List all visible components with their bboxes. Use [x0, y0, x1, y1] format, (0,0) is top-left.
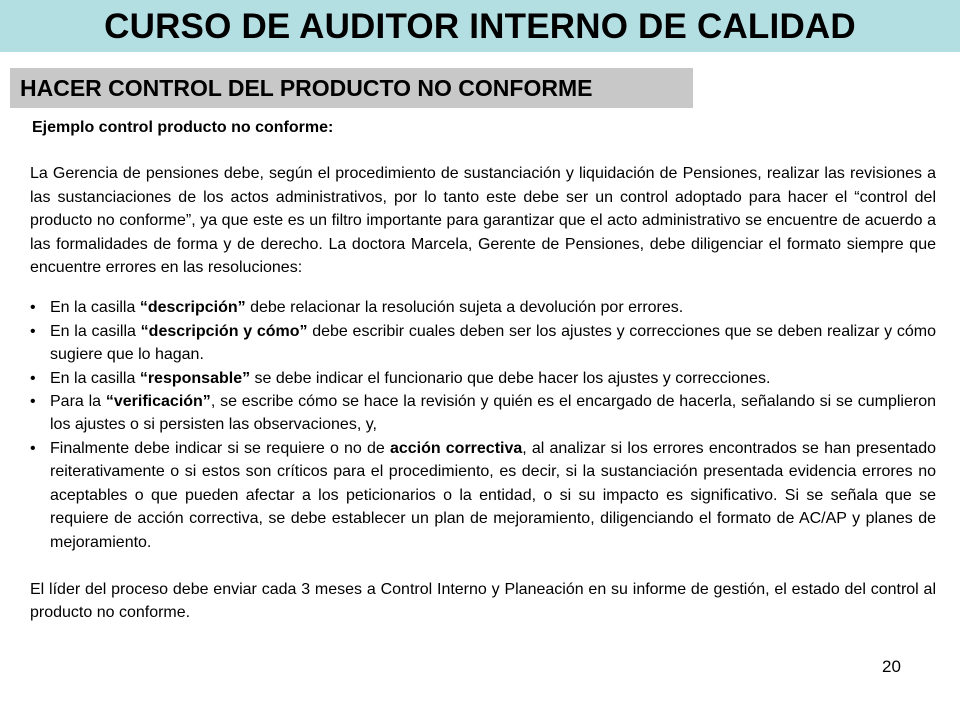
bullet-icon: • [30, 393, 36, 411]
bullet-text: En la casilla “responsable” se debe indicar el funcionario que debe hacer los ajustes y correcciones. [50, 369, 771, 387]
bullet-list [30, 296, 936, 553]
section-title: HACER CONTROL DEL PRODUCTO NO CONFORME [20, 75, 593, 101]
slide-body [30, 116, 936, 625]
page-number: 20 [882, 657, 901, 676]
bullet-text: En la casilla “descripción y cómo” debe escribir cuales deben ser los ajustes y correcciones que se deben realizar y cómo sugiere que lo hagan. [50, 322, 937, 364]
intro-paragraph: La Gerencia de pensiones debe, según el procedimiento de sustanciación y liquidación de Pensiones, realizar las revisiones a las sustanciaciones de los actos administrativos, por lo tanto este debe ser un control adoptado para hacer el “control del producto no conforme”, ya que este es un filtro importante para garantizar que el acto administrativo se encuentre de acuerdo a las formalidades de forma y de derecho. La doctora Marcela, Gerente de Pensiones, debe diligenciar el formato siempre que encuentre errores en las resoluciones: [30, 165, 936, 277]
bullet-text: Finalmente debe indicar si se requiere o no de acción correctiva, al analizar si los errores encontrados se han presentado reiterativamente o si estos son críticos para el procedimiento, es decir, si la sustanciación presentada evidencia errores no aceptables o que pueden afectar a los peticionarios o la entidad, o si su impacto es significativo. Si se señala que se requiere de acción correctiva, se debe establecer un plan de mejoramiento, diligenciando el formato de AC/AP y planes de mejoramiento. [50, 439, 937, 551]
bullet-keyword: “verificación” [105, 393, 211, 411]
bullet-keyword: acción correctiva [389, 439, 523, 457]
example-heading: Ejemplo control producto no conforme: [32, 119, 334, 136]
bullet-item-responsable [30, 367, 936, 390]
bullet-item-descripcion [30, 296, 936, 319]
bullet-item-accion-correctiva [30, 437, 936, 554]
bullet-text: En la casilla “descripción” debe relacionar la resolución sujeta a devolución por errores. [50, 299, 684, 317]
bullet-icon: • [30, 369, 36, 387]
bullet-icon: • [30, 299, 36, 317]
bullet-item-verificacion [30, 390, 936, 437]
bullet-keyword: “responsable” [139, 369, 251, 387]
closing-paragraph: El líder del proceso debe enviar cada 3 meses a Control Interno y Planeación en su informe de gestión, el estado del control al producto no conforme. [30, 580, 936, 622]
bullet-icon: • [30, 439, 36, 457]
bullet-icon: • [30, 322, 36, 340]
bullet-item-descripcion-y-como [30, 320, 936, 367]
bullet-keyword: “descripción” [139, 299, 246, 317]
bullet-keyword: “descripción y cómo” [140, 322, 308, 340]
bullet-text: Para la “verificación”, se escribe cómo se hace la revisión y quién es el encargado de hacerla, señalando si se cumplieron los ajustes o si persisten las observaciones, y, [50, 393, 936, 434]
slide-title: CURSO DE AUDITOR INTERNO DE CALIDAD [104, 7, 856, 46]
